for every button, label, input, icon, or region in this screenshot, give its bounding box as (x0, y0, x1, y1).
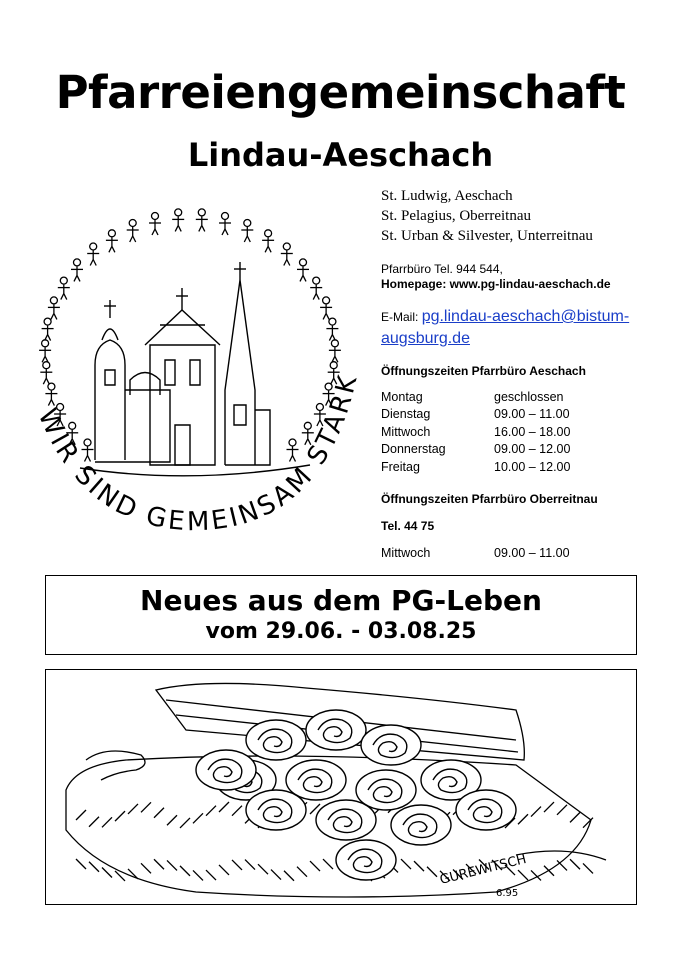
rose (246, 720, 306, 760)
email-label: E-Mail: (381, 310, 419, 324)
oberreitnau-phone: Tel. 44 75 (381, 518, 435, 533)
homepage-link[interactable]: Homepage: www.pg-lindau-aeschach.de (381, 277, 611, 291)
child-figure (45, 383, 57, 406)
hours-aeschach-title: Öffnungszeiten Pfarrbüro Aeschach (381, 364, 586, 378)
page-subtitle: Lindau-Aeschach (187, 136, 494, 174)
news-title: Neues aus dem PG-Leben (140, 584, 542, 617)
hours-row (381, 423, 676, 441)
page-title: Pfarreiengemeinschaft (55, 66, 626, 119)
hours-row (381, 406, 676, 424)
hours-day: Mittwoch (381, 424, 431, 439)
rose (336, 840, 396, 880)
rose (361, 725, 421, 765)
child-figure (149, 213, 161, 236)
hours-row (381, 458, 676, 476)
artist-signature: GUREWITSCH (438, 851, 528, 888)
rose (196, 750, 256, 790)
rose (316, 800, 376, 840)
child-figure (127, 220, 139, 243)
hours-oberreitnau-title: Öffnungszeiten Pfarrbüro Oberreitnau (381, 491, 598, 506)
hours-day: Dienstag (381, 407, 431, 422)
church-item: St. Pelagius, Oberreitnau (381, 208, 531, 224)
news-date: vom 29.06. - 03.08.25 (205, 619, 477, 644)
rose (456, 790, 516, 830)
office-phone: Pfarrbüro Tel. 944 544, (381, 262, 503, 276)
child-figure (58, 277, 70, 300)
hours-time: geschlossen (494, 389, 564, 404)
child-figure (310, 277, 322, 300)
email-link-part1[interactable]: pg.lindau-aeschach@bistum- (421, 308, 630, 325)
basket-illustration (46, 670, 637, 905)
church-item: St. Ludwig, Aeschach (381, 188, 513, 204)
church-list (381, 186, 676, 246)
child-figure (39, 340, 51, 363)
hours-row (381, 441, 676, 459)
child-figure (297, 259, 309, 282)
rose (306, 710, 366, 750)
child-figure (329, 340, 341, 363)
email-link-part2[interactable]: augsburg.de (381, 330, 470, 347)
child-figure (241, 220, 253, 243)
children-ring (39, 209, 341, 462)
rose (246, 790, 306, 830)
hours-time: 09.00 – 11.00 (494, 545, 570, 560)
email-block (381, 306, 676, 350)
hours-time: 10.00 – 12.00 (494, 459, 571, 474)
church-drawing (80, 262, 310, 476)
info-column (381, 186, 676, 560)
hours-time: 09.00 – 12.00 (494, 442, 571, 457)
child-figure (106, 230, 118, 253)
roses-basket-drawing (45, 669, 637, 905)
child-figure (281, 243, 293, 266)
hours-day: Mittwoch (381, 545, 431, 560)
hours-row (381, 388, 676, 406)
hours-row (381, 546, 676, 560)
hours-day: Donnerstag (381, 442, 446, 457)
child-figure (71, 259, 83, 282)
hours-aeschach-table (381, 388, 676, 476)
child-figure (42, 318, 54, 341)
rose (391, 805, 451, 845)
logo-motto: WIR SIND GEMEINSAM STARK (31, 370, 365, 538)
child-figure (48, 297, 60, 320)
hours-day: Montag (381, 389, 423, 404)
parish-logo (20, 200, 370, 550)
child-figure (320, 297, 332, 320)
child-figure (287, 439, 299, 462)
child-figure (196, 209, 208, 232)
office-contact (381, 262, 676, 292)
hours-time: 09.00 – 11.00 (494, 407, 570, 422)
email-link[interactable] (381, 308, 629, 347)
hours-time: 16.00 – 18.00 (494, 424, 571, 439)
news-banner (45, 575, 637, 655)
artist-signature-date: 6.95 (496, 888, 519, 899)
hours-day: Freitag (381, 459, 420, 474)
child-figure (326, 318, 338, 341)
child-figure (40, 362, 52, 385)
child-figure (262, 230, 274, 253)
child-figure (172, 209, 184, 232)
child-figure (219, 213, 231, 236)
child-figure (87, 243, 99, 266)
church-item: St. Urban & Silvester, Unterreitnau (381, 228, 593, 244)
